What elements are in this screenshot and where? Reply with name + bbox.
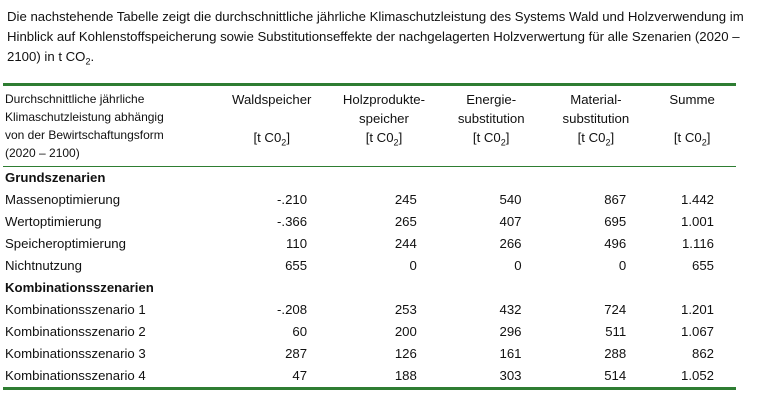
col-header-line2: substitution [457,111,525,126]
unit-end: ] [706,130,711,145]
group-title: Kombinationsszenarien [5,280,154,295]
table-cell: 496 [604,236,627,251]
stub-header-line-3: von der Bewirtschaftungsform [5,128,164,142]
unit-subscript: 2 [500,137,506,148]
column-header-materialsubstitution [544,86,649,166]
intro-line-3-end: . [90,49,95,64]
table-cell: 288 [604,346,627,361]
table-cell: 695 [604,214,627,229]
col-header-line1: Material- [570,92,622,107]
table-row [3,343,736,365]
col-header-line2: substitution [562,111,630,126]
table-cell: 407 [499,214,522,229]
table-cell: 1.116 [681,236,714,251]
table-cell: 287 [285,346,308,361]
unit-text: [t C0 [472,130,501,145]
table-cell: 265 [394,214,417,229]
table-cell: 1.201 [680,302,714,317]
table-cell: 126 [394,346,417,361]
unit-text: [t C0 [577,130,606,145]
group-header-row [3,277,736,299]
row-label: Wertoptimierung [5,214,102,229]
row-label: Speicheroptimierung [5,236,126,251]
unit-subscript: 2 [281,137,287,148]
table-cell: 244 [394,236,417,251]
unit-end: ] [398,130,403,145]
table-cell: 540 [499,192,522,207]
table-cell: 161 [499,346,522,361]
table-cell: 0 [514,258,522,273]
table-cell: 724 [604,302,627,317]
table-cell: 0 [618,258,627,273]
col-header-line1: Holzprodukte- [342,92,425,107]
table-cell: 514 [604,368,627,383]
table-cell: 1.001 [680,214,714,229]
table-cell: -.366 [277,214,308,229]
table-cell: 253 [394,302,417,317]
row-label: Kombinationsszenario 1 [5,302,146,317]
table-body [3,167,736,387]
unit-subscript: 2 [393,137,399,148]
table-cell: 0 [409,258,417,273]
table-cell: 266 [499,236,522,251]
unit-end: ] [610,130,615,145]
stub-header-line-2: Klimaschutzleistung abhängig [5,110,164,124]
col-unit [329,128,439,153]
unit-end: ] [286,130,290,145]
col-header-line1: Energie- [466,92,517,107]
row-label: Kombinationsszenario 4 [5,368,146,383]
unit-subscript: 2 [605,137,611,148]
col-unit [439,128,544,153]
col-unit [648,128,736,153]
table-cell: 655 [285,258,308,273]
table-cell: 188 [394,368,417,383]
table-row [3,365,736,387]
table-cell: 303 [499,368,522,383]
unit-text: [t C0 [253,130,282,145]
table-row [3,211,736,233]
col-unit [214,128,329,153]
table-row [3,321,736,343]
stub-header-line-1: Durchschnittliche jährliche [5,92,145,106]
intro-line-3 [7,49,95,67]
table-cell: 511 [605,324,627,339]
table-cell: 110 [286,236,308,251]
table-cell: 655 [691,258,714,273]
table-cell: 1.052 [680,368,714,383]
column-header-summe [648,86,736,166]
stub-header [3,86,214,166]
col-unit [544,128,649,153]
intro-line-2: Hinblick auf Kohlenstoffspeicherung sowie Substitutionseffekte der nachgelagerten Holzverwertung für alle Szenarien (2020 – [7,29,740,44]
table-bottom-rule [3,387,736,390]
row-label: Nichtnutzung [5,258,82,273]
unit-text: [t C0 [365,130,394,145]
col-header-line2: speicher [359,111,409,126]
intro-line-3-text: 2100) in t CO [7,49,86,64]
table-cell: -.210 [277,192,308,207]
intro-co2-subscript: 2 [85,56,91,67]
climate-table [3,86,736,387]
table-cell: 862 [691,346,714,361]
table-cell: 432 [499,302,522,317]
unit-text: [t C0 [673,130,702,145]
table-cell: -.208 [277,302,308,317]
table-cell: 867 [604,192,627,207]
row-label: Massenoptimierung [5,192,121,207]
climate-table-container [3,83,736,390]
column-header-holzproduktespeicher [329,86,439,166]
table-cell: 296 [499,324,522,339]
table-cell: 1.067 [680,324,714,339]
group-title: Grundszenarien [5,170,106,185]
col-header-line1: Waldspeicher [232,92,312,107]
table-row [3,255,736,277]
col-header-line1: Summe [669,92,715,107]
table-cell: 60 [292,324,308,339]
table-cell: 245 [394,192,417,207]
column-header-energiesubstitution [439,86,544,166]
group-header-row [3,167,736,189]
intro-paragraph [7,7,752,72]
unit-subscript: 2 [701,137,707,148]
table-cell: 1.442 [680,192,714,207]
column-header-waldspeicher [214,86,329,166]
table-row [3,189,736,211]
table-cell: 200 [394,324,417,339]
row-label: Kombinationsszenario 3 [5,346,146,361]
table-row [3,299,736,321]
unit-end: ] [505,130,510,145]
table-cell: 47 [292,368,308,383]
stub-header-line-4: (2020 – 2100) [5,146,80,160]
table-row [3,233,736,255]
table-header-row [3,86,736,166]
row-label: Kombinationsszenario 2 [5,324,146,339]
intro-line-1: Die nachstehende Tabelle zeigt die durchschnittliche jährliche Klimaschutzleistung des Systems Wald und Holzverwendung im [7,9,744,24]
